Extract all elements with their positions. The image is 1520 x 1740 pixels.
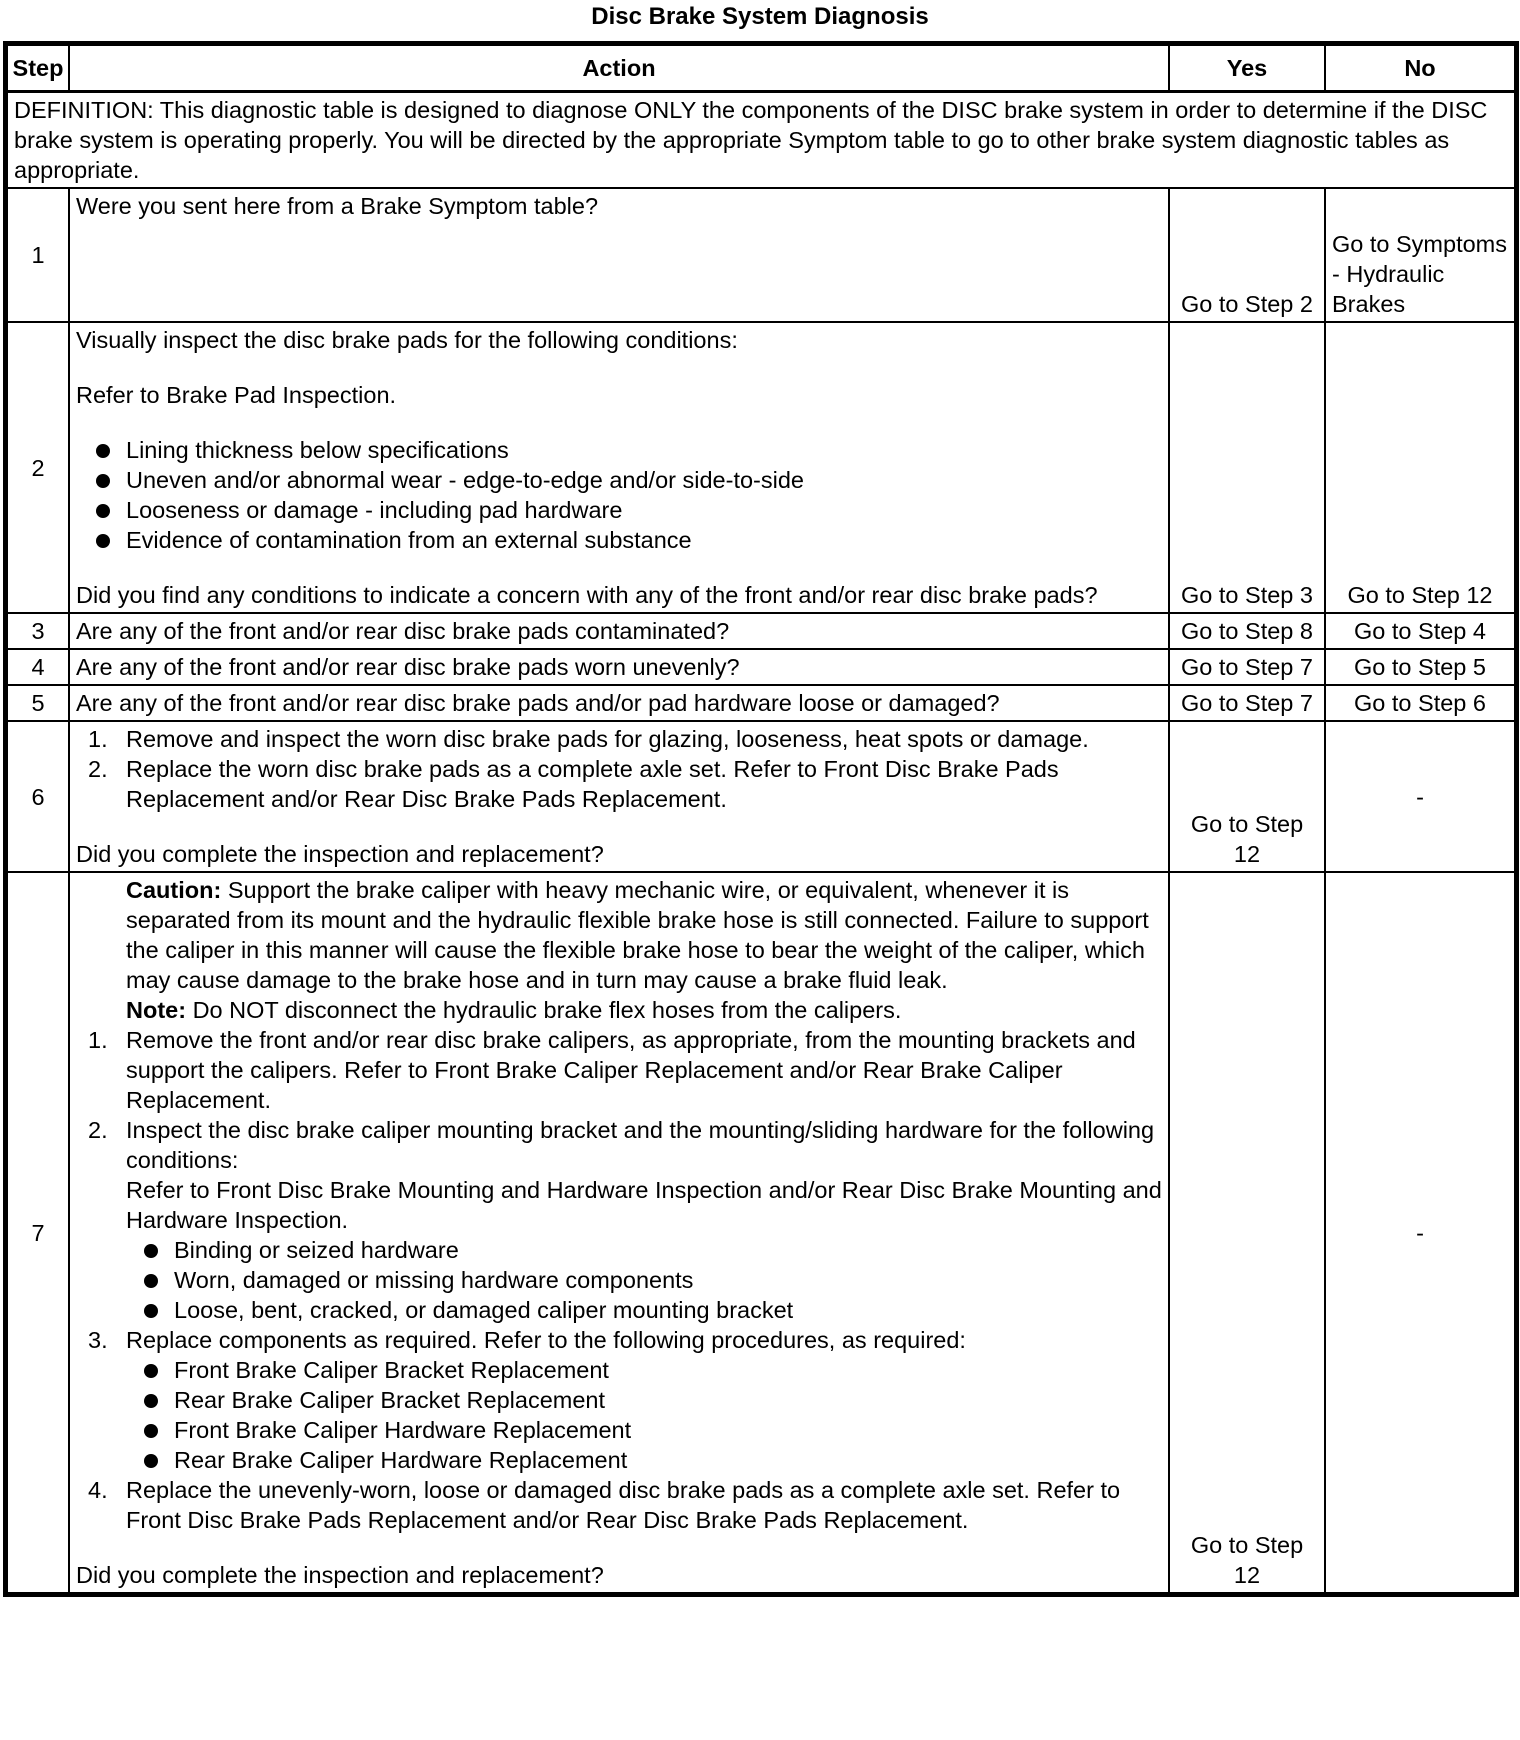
table-row xyxy=(7,188,1515,322)
list-item: Lining thickness below specifications xyxy=(96,435,1162,465)
no-cell: Go to Symptoms - Hydraulic Brakes xyxy=(1325,188,1515,322)
item-number: 1. xyxy=(88,1027,108,1053)
note-label: Note: xyxy=(126,997,187,1023)
step-action xyxy=(69,188,1169,322)
list-item xyxy=(76,1115,1162,1325)
procedure-ref-list xyxy=(126,1355,1162,1475)
list-item xyxy=(76,754,1162,814)
item-text: Remove the front and/or rear disc brake calipers, as appropriate, from the mounting brackets and support the calipers. Refer to Front Brake Caliper Replacement and/or Rear Brake Caliper Replacement. xyxy=(126,1027,1136,1113)
header-action: Action xyxy=(69,45,1169,92)
condition-list xyxy=(126,1235,1162,1325)
list-item: Loose, bent, cracked, or damaged caliper mounting bracket xyxy=(144,1295,1162,1325)
item-number: 4. xyxy=(88,1477,108,1503)
step-action xyxy=(69,322,1169,613)
yes-cell: Go to Step 12 xyxy=(1169,872,1325,1593)
step-number: 7 xyxy=(7,872,69,1593)
caution-note xyxy=(76,875,1162,995)
step-number: 4 xyxy=(7,649,69,685)
caution-text: Support the brake caliper with heavy mechanic wire, or equivalent, whenever it is separated from its mount and the hydraulic flexible brake hose is still connected. Failure to support the caliper in this manner will cause the flexible brake hose to bear the weight of the caliper, which may cause damage to the brake hose and in turn may cause a brake fluid leak. xyxy=(126,877,1149,993)
no-cell: Go to Step 6 xyxy=(1325,685,1515,721)
note xyxy=(76,995,1162,1025)
step-number: 5 xyxy=(7,685,69,721)
list-item: Evidence of contamination from an external substance xyxy=(96,525,1162,555)
item-number: 2. xyxy=(88,1117,108,1143)
no-cell: Go to Step 12 xyxy=(1325,322,1515,613)
item-text: Inspect the disc brake caliper mounting bracket and the mounting/sliding hardware for the following conditions: xyxy=(126,1117,1155,1173)
header-step: Step xyxy=(7,45,69,92)
definition-row xyxy=(7,92,1515,189)
no-cell: - xyxy=(1325,721,1515,872)
note-text: Do NOT disconnect the hydraulic brake flex hoses from the calipers. xyxy=(192,997,902,1023)
step-action xyxy=(69,872,1169,1593)
step-question: Are any of the front and/or rear disc brake pads worn unevenly? xyxy=(69,649,1169,685)
list-item: Uneven and/or abnormal wear - edge-to-edge and/or side-to-side xyxy=(96,465,1162,495)
step-number: 6 xyxy=(7,721,69,872)
step-number: 2 xyxy=(7,322,69,613)
step-question: Are any of the front and/or rear disc brake pads and/or pad hardware loose or damaged? xyxy=(69,685,1169,721)
list-item: Rear Brake Caliper Bracket Replacement xyxy=(144,1385,1162,1415)
item-text: Remove and inspect the worn disc brake pads for glazing, looseness, heat spots or damage. xyxy=(126,726,1089,752)
table-row xyxy=(7,685,1515,721)
list-item: Front Brake Caliper Bracket Replacement xyxy=(144,1355,1162,1385)
procedure-list xyxy=(76,724,1162,814)
list-item xyxy=(76,1475,1162,1535)
header-yes: Yes xyxy=(1169,45,1325,92)
page-title: Disc Brake System Diagnosis xyxy=(591,3,929,30)
definition-text: DEFINITION: This diagnostic table is designed to diagnose ONLY the components of the DISC brake system in order to determine if the DISC brake system is operating properly. You will be directed by the appropriate Symptom table to go to other brake system diagnostic tables as appropriate. xyxy=(7,92,1515,189)
yes-cell: Go to Step 7 xyxy=(1169,649,1325,685)
step-question: Are any of the front and/or rear disc brake pads contaminated? xyxy=(69,613,1169,649)
item-number: 2. xyxy=(88,756,108,782)
no-cell: - xyxy=(1325,872,1515,1593)
step-intro: Visually inspect the disc brake pads for the following conditions: xyxy=(76,327,738,353)
item-number: 3. xyxy=(88,1327,108,1353)
list-item: Looseness or damage - including pad hardware xyxy=(96,495,1162,525)
table-row xyxy=(7,322,1515,613)
table-row xyxy=(7,613,1515,649)
yes-cell: Go to Step 8 xyxy=(1169,613,1325,649)
step-question: Did you complete the inspection and replacement? xyxy=(76,1562,604,1588)
list-item: Front Brake Caliper Hardware Replacement xyxy=(144,1415,1162,1445)
list-item: Rear Brake Caliper Hardware Replacement xyxy=(144,1445,1162,1475)
item-number: 1. xyxy=(88,726,108,752)
item-text: Replace the unevenly-worn, loose or damaged disc brake pads as a complete axle set. Refer to Front Disc Brake Pads Replacement and/or Rear Disc Brake Pads Replacement. xyxy=(126,1477,1121,1533)
list-item: Worn, damaged or missing hardware components xyxy=(144,1265,1162,1295)
procedure-list xyxy=(76,1025,1162,1535)
no-cell: Go to Step 4 xyxy=(1325,613,1515,649)
no-cell: Go to Step 5 xyxy=(1325,649,1515,685)
item-text: Replace components as required. Refer to the following procedures, as required: xyxy=(126,1327,966,1353)
table-row xyxy=(7,872,1515,1593)
caution-label: Caution: xyxy=(126,877,222,903)
diagnostic-table xyxy=(6,44,1516,1594)
yes-cell: Go to Step 3 xyxy=(1169,322,1325,613)
list-item xyxy=(76,1025,1162,1115)
step-question: Were you sent here from a Brake Symptom table? xyxy=(76,193,599,219)
header-no: No xyxy=(1325,45,1515,92)
step-number: 1 xyxy=(7,188,69,322)
yes-cell: Go to Step 7 xyxy=(1169,685,1325,721)
step-reference: Refer to Brake Pad Inspection. xyxy=(76,382,397,408)
item-reference: Refer to Front Disc Brake Mounting and Hardware Inspection and/or Rear Disc Brake Mounting and Hardware Inspection. xyxy=(126,1177,1162,1233)
step-question: Did you find any conditions to indicate a concern with any of the front and/or rear disc brake pads? xyxy=(76,582,1098,608)
item-text: Replace the worn disc brake pads as a complete axle set. Refer to Front Disc Brake Pads Replacement and/or Rear Disc Brake Pads Replacement. xyxy=(126,756,1059,812)
yes-cell: Go to Step 12 xyxy=(1169,721,1325,872)
list-item xyxy=(76,724,1162,754)
step-action xyxy=(69,721,1169,872)
list-item: Binding or seized hardware xyxy=(144,1235,1162,1265)
list-item xyxy=(76,1325,1162,1475)
step-question: Did you complete the inspection and replacement? xyxy=(76,841,604,867)
condition-list xyxy=(76,435,1162,555)
step-number: 3 xyxy=(7,613,69,649)
table-row xyxy=(7,721,1515,872)
table-header-row xyxy=(7,45,1515,92)
yes-cell: Go to Step 2 xyxy=(1169,188,1325,322)
table-row xyxy=(7,649,1515,685)
